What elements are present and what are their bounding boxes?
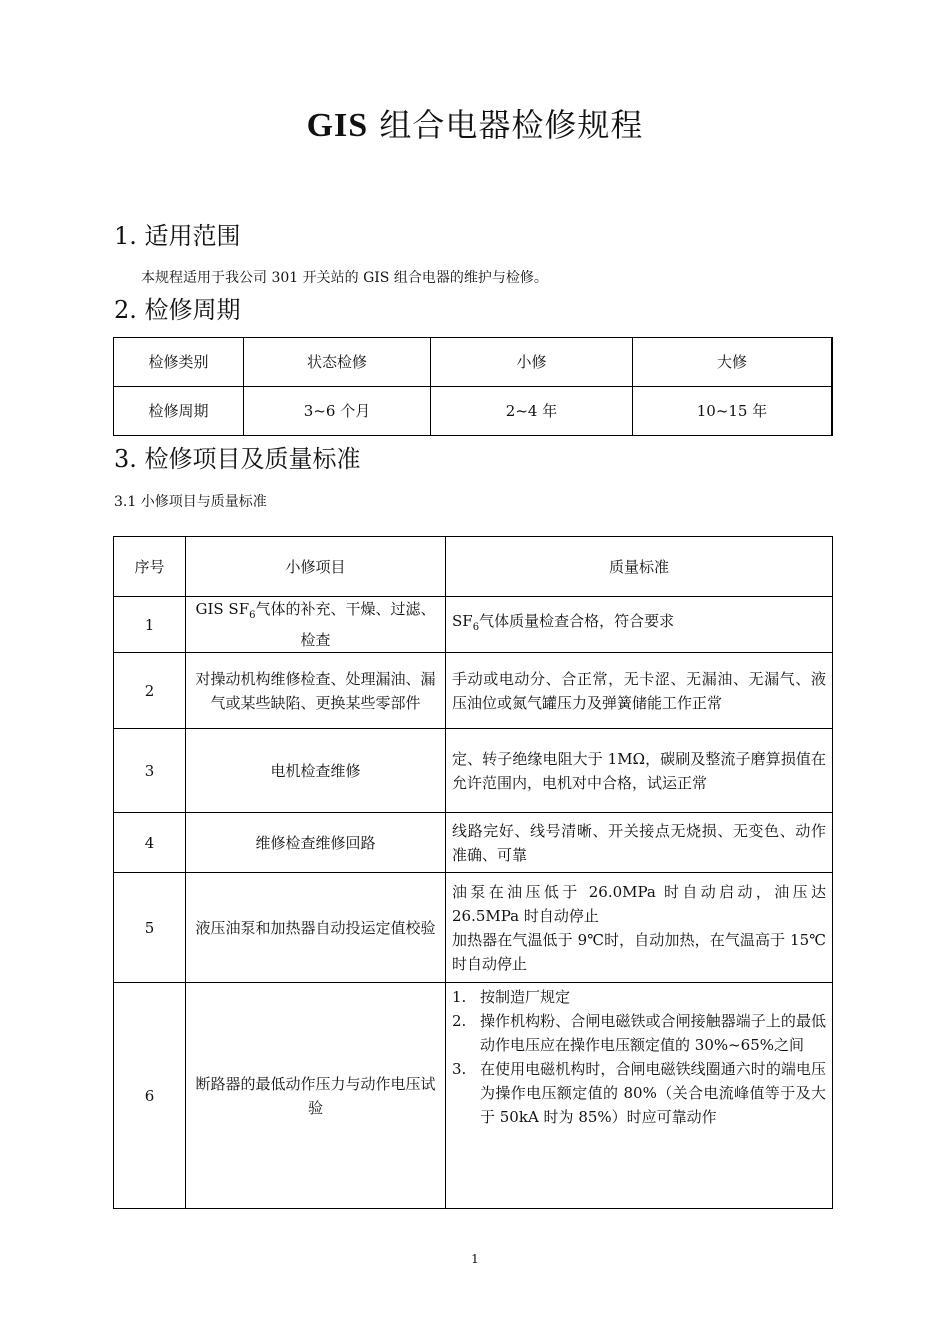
table-header-row [114, 537, 833, 597]
item-text: 气体的补充、干燥、过滤、检查 [255, 600, 436, 649]
list-item [452, 1057, 826, 1129]
table-cell: 大修 [633, 338, 833, 387]
standard-text: 气体质量检查合格，符合要求 [479, 612, 675, 630]
standard-cell: 线路完好、线号清晰、开关接点无烧损、无变色、动作准确、可靠 [446, 813, 833, 873]
title-latin: GIS [306, 107, 369, 144]
list-item [452, 1009, 826, 1057]
list-text: 在使用电磁机构时，合闸电磁铁线圈通六时的端电压为操作电压额定值的 80%（关合电流峰值等于及大于 50kA 时为 85%）时应可靠动作 [480, 1060, 826, 1126]
table-cell: 检修类别 [114, 338, 244, 387]
section-2-heading: 2. 检修周期 [114, 296, 241, 324]
table-cell: 小修 [431, 338, 633, 387]
header-cell: 小修项目 [186, 537, 446, 597]
list-number: 1. [452, 988, 467, 1006]
row-number: 5 [114, 873, 186, 983]
row-number: 6 [114, 983, 186, 1209]
section-1-text: 本规程适用于我公司 301 开关站的 GIS 组合电器的维护与检修。 [141, 270, 548, 286]
item-text: GIS SF [195, 600, 250, 618]
list-item [452, 985, 826, 1009]
item-cell [186, 597, 446, 653]
standard-list [452, 985, 826, 1129]
title-cjk: 组合电器检修规程 [379, 106, 644, 144]
table-cell: 3~6 个月 [244, 387, 431, 436]
table-cell: 2~4 年 [431, 387, 633, 436]
table-cell: 检修周期 [114, 387, 244, 436]
page-number: 1 [471, 1252, 479, 1266]
standard-cell: 手动或电动分、合正常，无卡涩、无漏油、无漏气、液压油位或氮气罐压力及弹簧储能工作正常 [446, 653, 833, 729]
table-row [114, 983, 833, 1209]
maintenance-cycle-table [113, 337, 833, 436]
row-number: 2 [114, 653, 186, 729]
subscript: 6 [472, 622, 480, 633]
header-cell: 序号 [114, 537, 186, 597]
section-3-heading: 3. 检修项目及质量标准 [114, 445, 361, 473]
standard-cell: 定、转子绝缘电阻大于 1MΩ，碳刷及整流子磨算损值在允许范围内，电机对中合格，试运正常 [446, 729, 833, 813]
table-row [114, 597, 833, 653]
section-1-heading: 1. 适用范围 [114, 222, 241, 250]
table-row [114, 873, 833, 983]
minor-repair-table [113, 536, 833, 1209]
standard-line: 加热器在气温低于 9℃时，自动加热，在气温高于 15℃时自动停止 [452, 930, 826, 973]
subscript: 6 [249, 610, 256, 621]
table-row [114, 729, 833, 813]
table-row [114, 387, 833, 436]
table-cell: 10~15 年 [633, 387, 833, 436]
list-number: 2. [452, 1012, 467, 1030]
document-title [0, 100, 950, 146]
standard-cell [446, 873, 833, 983]
header-cell: 质量标准 [446, 537, 833, 597]
table-row [114, 653, 833, 729]
list-number: 3. [452, 1060, 467, 1078]
standard-text: SF [452, 612, 473, 630]
table-row [114, 813, 833, 873]
row-number: 4 [114, 813, 186, 873]
item-cell: 断路器的最低动作压力与动作电压试验 [186, 983, 446, 1209]
standard-line: 油泵在油压低于 26.0MPa 时自动启动，油压达 26.5MPa 时自动停止 [452, 882, 826, 925]
standard-cell [446, 597, 833, 653]
item-cell: 维修检查维修回路 [186, 813, 446, 873]
list-text: 按制造厂规定 [480, 988, 571, 1006]
section-3-1-subheading: 3.1 小修项目与质量标准 [114, 494, 267, 510]
item-cell: 电机检查维修 [186, 729, 446, 813]
item-cell: 对操动机构维修检查、处理漏油、漏气或某些缺陷、更换某些零部件 [186, 653, 446, 729]
row-number: 3 [114, 729, 186, 813]
standard-cell [446, 983, 833, 1209]
table-row [114, 338, 833, 387]
list-text: 操作机构粉、合闸电磁铁或合闸接触器端子上的最低动作电压应在操作电压额定值的 30%~65%之间 [480, 1012, 826, 1054]
item-cell: 液压油泵和加热器自动投运定值校验 [186, 873, 446, 983]
table-cell: 状态检修 [244, 338, 431, 387]
row-number: 1 [114, 597, 186, 653]
